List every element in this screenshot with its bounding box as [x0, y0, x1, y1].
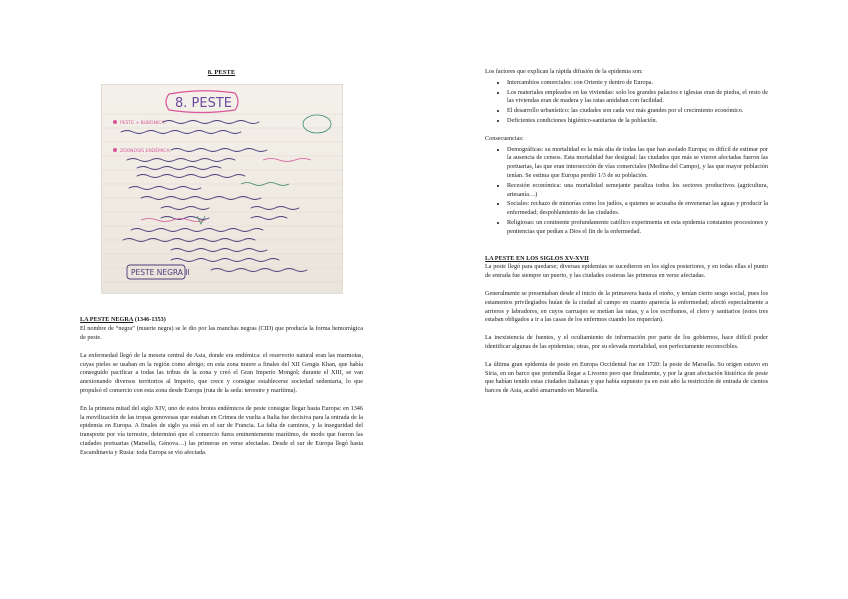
consequences-intro: Consecuencias: [485, 134, 524, 142]
consequences-list [485, 146, 768, 237]
list-item: • Deficientes condiciones higiénico-sanitarias de la población. [507, 117, 768, 126]
origin-paragraph: La enfermedad llegó de la meseta central de Asia, donde era endémica: el reservorio natural eran las marmotas, cuyas pieles se usaban en la región como abrigo; en esta zona muere a finales del XII Gengis Khan, que había conseguido pacificar a todas las tribus de la zona y creó el Gran Imperio Mongol; durante el XIII, se van anexionando diversos territorios al Imperio, que crece y consigue establecerse sociedad sedentaria, lo que propulsó el comercio con esta zona desde Europa (ruta de la seda: terrestre y marítima). [80, 351, 363, 394]
paragraph: La peste llegó para quedarse; diversas epidemias se sucedieron en los siglos posteriores, y en todas ellas el punto de entrada fue siempre un puerto, y las ciudades costeras las primeras en verse afectadas. [485, 263, 768, 280]
section-years: (1346-1353) [134, 316, 166, 324]
list-item: • El desarrollo urbanístico: las ciudades son cada vez más grandes por el crecimiento económico. [507, 107, 768, 116]
list-item: • Recesión económica: una mortalidad semejante paraliza todos los sectores productivos (agricultura, artesanía…) [507, 182, 768, 200]
section-title: LA PESTE NEGRA [80, 316, 134, 324]
section-heading [80, 316, 363, 325]
paragraph: La inexistencia de fuentes, y el ocultamiento de información por parte de los gobiernos, hace difícil poder identificar algunas de las epidemias; otras, por su elevada mortalidad, son perfectamente reconocibles. [485, 334, 768, 350]
svg-text:8. PESTE: 8. PESTE [174, 96, 232, 112]
right-column [485, 68, 768, 402]
notes-drawing [101, 84, 343, 294]
svg-text:ZOONOSIS ENDÉMICA:: ZOONOSIS ENDÉMICA: [119, 149, 171, 155]
spread-paragraph: En la primera mitad del siglo XIV, uno de estos brotes endémicos de peste consigue llegar hasta Europa: en 1346 la movilización de las tropas genovesas que estaban en Crimea de vuelta a Italia fue decisiva para la entrada de la epidemia en Europa. A finales de siglo ya está en el sur de Francia. La falta de caminos, y la inseguridad del transporte por vía terrestre, determinó que el comercio fuera eminentemente marítimo, de modo que fueron las ciudades portuarias (Marsella, Génova…) las primeras en verse afectadas. Desde el sur de Europa llegó hasta Escandinavia y Rusia: toda Europa se vio afectada. [80, 404, 363, 456]
list-item: • Religiosas: un continente profundamente católico experimenta en esta epidemia constantes procesiones y penitencias que pedían a Dios el fin de la enfermedad. [507, 219, 768, 237]
svg-text:PESTE + BUBÓNICA:: PESTE + BUBÓNICA: [119, 121, 166, 127]
handwritten-notes-photo [101, 84, 343, 294]
paragraph: La última gran epidemia de peste en Europa Occidental fue en 1720: la peste de Marsella. Su origen estuvo en Siria, en un barco que pretendía llegar a Livorno pero que finalmente, y por la gran afectación histórica de peste que habían tenido estas ciudades italianas y que había supuesto ya en este año la restricción de entrada de cientos barcos de Asia, acabó amarrando en Marsella. [485, 360, 768, 395]
list-item: • Intercambios comerciales: con Oriente y dentro de Europa. [507, 79, 768, 88]
list-item: • Demográficas: su mortalidad es la más alta de todas las que han asolado Europa; es difícil de estimar por la ausencia de censos. Esta mortalidad fue desigual: las ciudades que más se vieron afectadas fueron las portuarias, las que eran intersección de vías comerciales (Medina del Campo), y las que mayor población tenían. Se estima que Europa perdió 1/3 de su población. [507, 146, 768, 181]
factors-intro: Los factores que explican la rápida difusión de la epidemia son: [485, 68, 643, 75]
intro-paragraph: El nombre de “negra” (muerte negra) se le dio por las manchas negras (CID) que producía la forma hemorrágica de peste. [80, 325, 363, 341]
left-column [80, 68, 363, 464]
section-title: LA PESTE EN LOS SIGLOS XV-XVII [485, 254, 589, 262]
document-title: 8. PESTE [207, 69, 236, 76]
svg-text:PESTE NEGRA II: PESTE NEGRA II [130, 268, 190, 278]
list-item: • Los materiales empleados en las viviendas: solo los grandes palacios e iglesias eran de piedra, el resto de las viviendas eran de madera y las ratas anidaban con facilidad. [507, 89, 768, 107]
list-item: • Sociales: rechazo de minorías como los judíos, a quienes se acusaba de envenenar las aguas y producir la enfermedad; despoblamiento de las ciudades. [507, 200, 768, 218]
paragraph: Generalmente se presentaban desde el inicio de la primavera hasta el otoño, y tenían cierto sesgo social, pues los estamentos privilegiados huían de la ciudad al campo en cuanto aparecía la enfermedad; afectó especialmente a arrieros y labradores, en cuyos carruajes se metían las ratas, y a los escribanos, el clero y sanitarios (estos tres estaban obligados a ir a las casas de los enfermos cuando los requerían). [485, 289, 768, 324]
factors-list [485, 79, 768, 126]
